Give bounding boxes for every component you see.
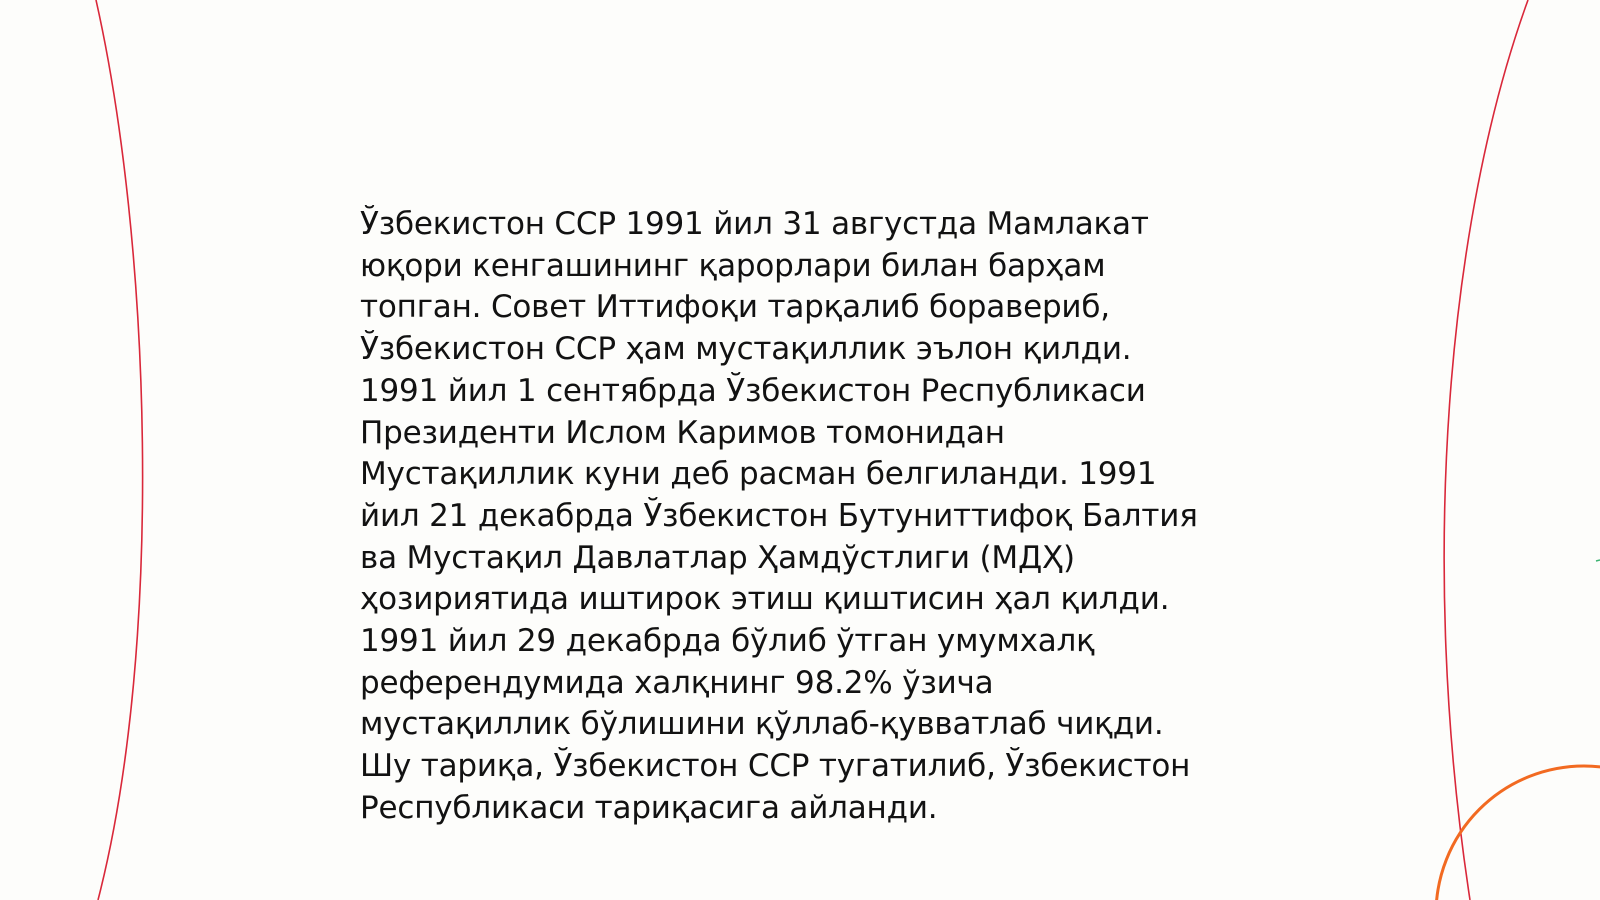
paragraph-line-1: Ўзбекистон ССР 1991 йил 31 августда Мамлакат bbox=[360, 206, 1149, 242]
right-curve-line bbox=[1444, 0, 1528, 900]
paragraph-line-9: ва Мустақил Давлатлар Ҳамдўстлиги (МДҲ) bbox=[360, 539, 1075, 576]
green-accent-mark bbox=[1596, 560, 1600, 561]
left-curve-line bbox=[96, 0, 143, 900]
orange-circle-outline bbox=[1436, 766, 1600, 900]
paragraph-line-3: топган. Совет Иттифоқи тарқалиб боравериб, bbox=[360, 289, 1110, 326]
paragraph-line-10: ҳозириятида иштирок этиш қиштисин ҳал қилди. bbox=[360, 581, 1170, 618]
paragraph-line-4: Ўзбекистон ССР ҳам мустақиллик эълон қилди. bbox=[360, 331, 1132, 368]
paragraph-line-15: Республикаси тариқасига айланди. bbox=[360, 789, 938, 826]
paragraph-line-7: Мустақиллик куни деб расман белгиланди. 1991 bbox=[360, 456, 1157, 493]
paragraph-line-2: юқори кенгашининг қарорлари билан барҳам bbox=[360, 247, 1106, 284]
body-paragraph bbox=[360, 204, 1240, 830]
paragraph-line-13: мустақиллик бўлишини қўллаб-қувватлаб чиқди. bbox=[360, 706, 1164, 743]
paragraph-line-8: йил 21 декабрда Ўзбекистон Бутуниттифоқ Балтия bbox=[360, 497, 1198, 534]
paragraph-line-11: 1991 йил 29 декабрда бўлиб ўтган умумхалқ bbox=[360, 623, 1095, 660]
paragraph-line-14: Шу тариқа, Ўзбекистон ССР тугатилиб, Ўзбекистон bbox=[360, 748, 1191, 785]
paragraph-line-5: 1991 йил 1 сентябрда Ўзбекистон Республикаси bbox=[360, 372, 1146, 409]
paragraph-line-6: Президенти Ислом Каримов томонидан bbox=[360, 414, 1005, 451]
paragraph-line-12: референдумида халқнинг 98.2% ўзича bbox=[360, 664, 994, 701]
